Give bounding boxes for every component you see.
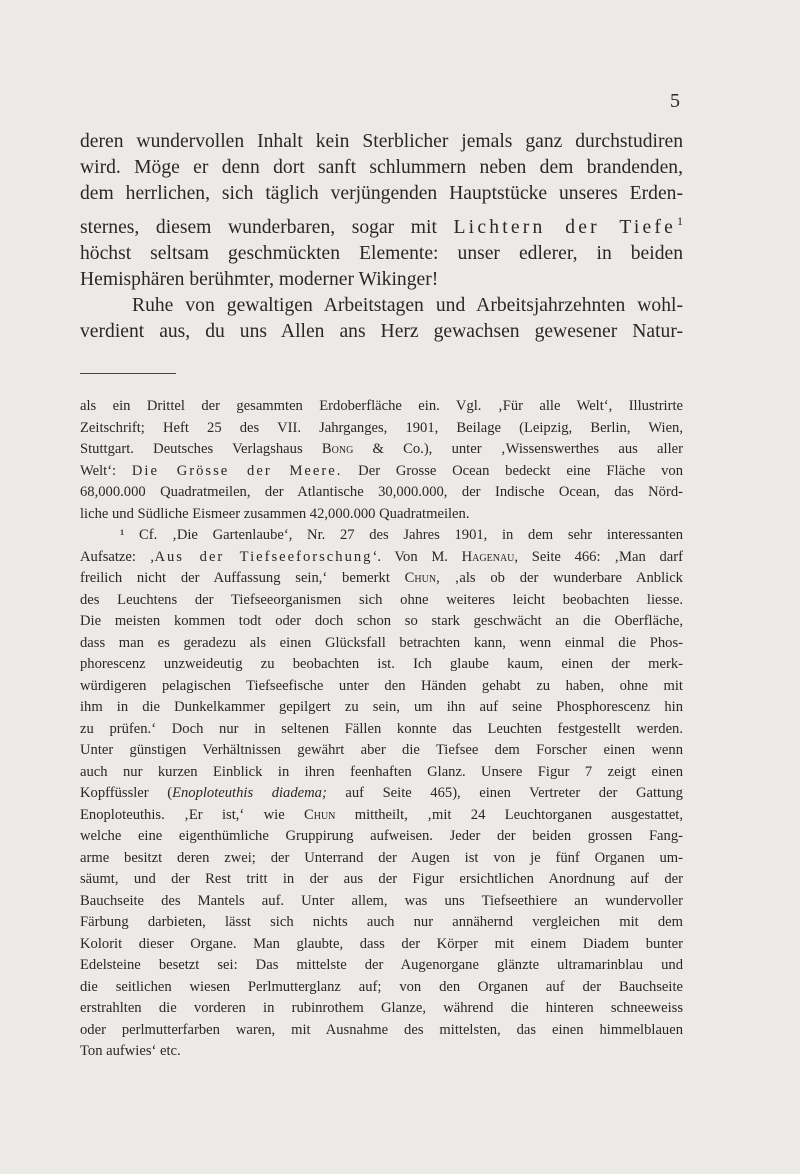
text-line: verdient aus, du uns Allen ans Herz gewachsen gewesener Natur- xyxy=(80,321,683,343)
footnote-line: Unter günstigen Verhältnissen gewährt aber die Tiefsee dem Forscher einen wenn xyxy=(80,742,683,758)
text-fragment: , Seite 466: ‚Man darf xyxy=(514,548,683,565)
text-fragment: auf Seite 465), einen Vertreter der Gattung xyxy=(345,785,683,801)
footnote-line xyxy=(80,805,683,827)
text-line: dem herrlichen, sich täglich verjüngenden Hauptstücke unseres Erden- xyxy=(80,183,683,205)
main-text xyxy=(80,129,683,346)
author-name: Hagenau xyxy=(461,548,515,565)
text-fragment: Aufsatze: ‚ xyxy=(80,548,155,565)
footnote-line: des Leuchtens der Tiefseeorganismen sich ohne weiteres leicht beobachten liesse. xyxy=(80,591,683,608)
spaced-emphasis: Die Grösse der Meere. xyxy=(131,462,343,479)
spaced-emphasis: Lichtern der Tiefe xyxy=(453,216,676,238)
footnote-line: die seitlichen wiesen Perlmutterglanz auf; von den Organen auf der Bauchseite xyxy=(80,978,683,995)
footnote-line: oder perlmutterfarben waren, mit Ausnahme des mittelsten, das einen himmelblauen xyxy=(80,1021,683,1038)
footnote-line: Färbung darbieten, lässt sich nichts auch nur annähernd vergleichen mit dem xyxy=(80,914,683,930)
text-fragment: freilich nicht der Auffassung sein,‘ bemerkt xyxy=(80,570,390,586)
footnotes xyxy=(80,396,683,1063)
text-fragment: Enoploteuthis. ‚Er ist,‘ wie xyxy=(80,806,285,823)
footnote-line: als ein Drittel der gesammten Erdoberfläche ein. Vgl. ‚Für alle Welt‘, Illustrirte xyxy=(80,398,683,414)
footnote-line: zu prüfen.‘ Doch nur in seltenen Fällen konnte das Leuchten festgestellt werden. xyxy=(80,720,683,737)
footnote-line: erstrahlten die vorderen in rubinrothem Glanze, während die hinteren schneeweiss xyxy=(80,1000,683,1016)
author-name: Chun xyxy=(304,806,336,823)
text-fragment: Kopffüssler ( xyxy=(80,785,173,801)
footnote-line xyxy=(80,547,683,569)
footnote-line: würdigeren pelagischen Tiefseefische unter den Händen gehabt zu haben, ohne mit xyxy=(80,677,683,694)
footnote-line xyxy=(80,439,683,461)
species-name: Enoploteuthis diadema; xyxy=(172,785,327,801)
footnote-line: säumt, und der Rest tritt in der aus der Figur ersichtlichen Anordnung auf der xyxy=(80,871,683,887)
footnote-line: dass man es geradezu als einen Glücksfall betrachten kann, wenn einmal die Phos- xyxy=(80,634,683,651)
text-fragment: ‘. Von M. xyxy=(372,548,448,565)
footnote-line: auch nur kurzen Einblick in ihren feenhaften Glanz. Unsere Figur 7 zeigt einen xyxy=(80,763,683,780)
text-fragment: Welt‘: xyxy=(80,462,117,479)
footnote-line: welche eine eigenthümliche Gruppirung aufweisen. Jeder der beiden grossen Fang- xyxy=(80,828,683,844)
text-line: deren wundervollen Inhalt kein Sterblicher jemals ganz durchstudiren xyxy=(80,131,683,152)
footnote-line: Kolorit dieser Organe. Man glaubte, dass der Körper mit einem Diadem bunter xyxy=(80,935,683,952)
text-line xyxy=(80,208,683,241)
text-line: höchst seltsam geschmückten Elemente: unser edlerer, in beiden xyxy=(80,242,683,264)
spaced-emphasis: Aus der Tiefseeforschung xyxy=(154,548,373,565)
footnote-line xyxy=(80,568,683,590)
text-fragment: Der Grosse Ocean bedeckt eine Fläche von xyxy=(358,462,683,479)
text-line: Ruhe von gewaltigen Arbeitstagen und Arbeitsjahrzehnten wohl- xyxy=(132,295,683,317)
footnote-line xyxy=(80,783,683,805)
publisher-name: Bong xyxy=(321,441,354,457)
footnote-line: Ton aufwies‘ etc. xyxy=(80,1043,181,1059)
footnote-line: 68,000.000 Quadratmeilen, der Atlantische 30,000.000, der Indische Ocean, das Nörd- xyxy=(80,484,683,500)
footnote-line: Die meisten kommen todt oder doch schon so stark geschwächt an die Oberfläche, xyxy=(80,613,683,629)
footnote-line: ¹ Cf. ‚Die Gartenlaube‘, Nr. 27 des Jahres 1901, in dem sehr interessanten xyxy=(120,527,683,543)
text-fragment: sternes, diesem wunderbaren, sogar mit xyxy=(80,216,437,238)
footnote-line xyxy=(80,461,683,483)
footnote-marker: 1 xyxy=(676,213,683,228)
footnote-line: phorescenz unzweideutig zu beobachten ist. Ich glaube kaum, einen der merk- xyxy=(80,656,683,672)
text-fragment: Stuttgart. Deutsches Verlagshaus xyxy=(80,441,303,457)
text-fragment: mittheilt, ‚mit 24 Leuchtorganen ausgestattet, xyxy=(354,806,683,823)
text-fragment: , ‚als ob der wunderbare Anblick xyxy=(436,570,683,586)
page-number: 5 xyxy=(670,90,680,112)
text-line: wird. Möge er denn dort sanft schlummern neben dem brandenden, xyxy=(80,157,683,179)
footnote-line: ihm in die Dunkelkammer gepilgert zu sein, um ihn auf seine Phosphorescenz hin xyxy=(80,699,683,715)
footnote-line: Edelsteine besetzt sei: Das mittelste der Augenorgane glänzte ultramarinblau und xyxy=(80,957,683,973)
footnote-separator xyxy=(80,373,176,374)
footnote-line: Zeitschrift; Heft 25 des VII. Jahrganges, 1901, Beilage (Leipzig, Berlin, Wien, xyxy=(80,419,683,436)
footnote-line: Bauchseite des Mantels auf. Unter allem, was uns Tiefseethiere an wundervoller xyxy=(80,892,683,909)
footnote-line: liche und Südliche Eismeer zusammen 42,000.000 Quadratmeilen. xyxy=(80,505,470,522)
footnote-line: arme besitzt deren zwei; der Unterrand der Augen ist von je fünf Organen um- xyxy=(80,849,683,866)
text-fragment: & Co.), unter ‚Wissenswerthes aus aller xyxy=(372,441,683,457)
author-name: Chun xyxy=(404,570,437,586)
text-line: Hemisphären berühmter, moderner Wikinger! xyxy=(80,269,439,291)
